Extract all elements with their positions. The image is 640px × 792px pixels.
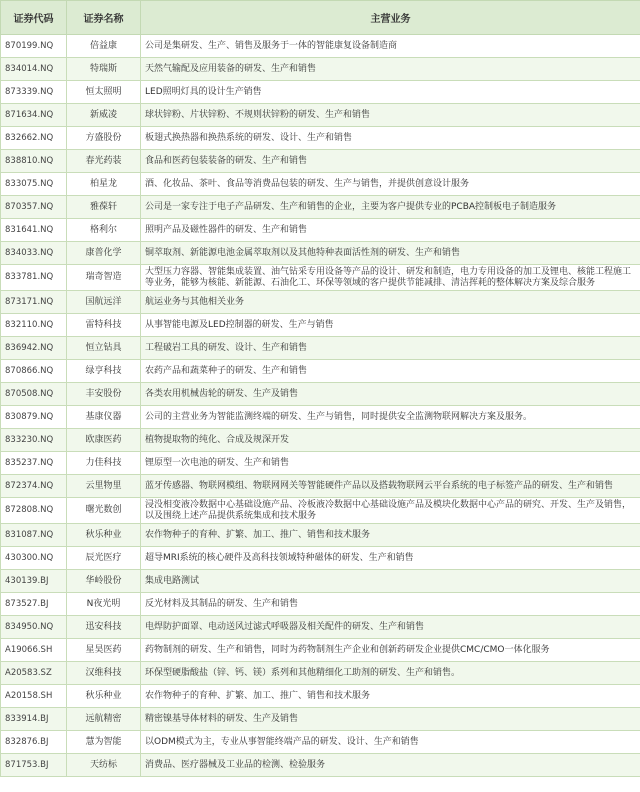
cell-code: 834033.NQ xyxy=(1,242,67,265)
cell-code: 832110.NQ xyxy=(1,314,67,337)
header-business: 主营业务 xyxy=(141,1,640,35)
cell-business: 消费品、医疗器械及工业品的检测、检验服务 xyxy=(141,754,640,777)
cell-code: 834014.NQ xyxy=(1,58,67,81)
cell-business: 药物制剂的研发、生产和销售，同时为药物制剂生产企业和创新药研发企业提供CMC/CMO一体化服务 xyxy=(141,639,640,662)
cell-business: 照明产品及磁性器件的研发、生产和销售 xyxy=(141,219,640,242)
cell-code: 870357.NQ xyxy=(1,196,67,219)
table-row xyxy=(1,150,640,173)
cell-business: 浸没相变液冷数据中心基础设施产品、冷板液冷数据中心基础设施产品及模块化数据中心产品的研究、开发、生产及销售，以及围绕上述产品提供系统集成和技术服务 xyxy=(141,498,640,524)
table-row xyxy=(1,475,640,498)
cell-code: 833075.NQ xyxy=(1,173,67,196)
cell-name: 丰安股份 xyxy=(67,383,141,406)
table-row xyxy=(1,406,640,429)
cell-code: 832662.NQ xyxy=(1,127,67,150)
table-row xyxy=(1,616,640,639)
header-code: 证券代码 xyxy=(1,1,67,35)
table-row xyxy=(1,81,640,104)
cell-name: 倍益康 xyxy=(67,35,141,58)
cell-name: 星昊医药 xyxy=(67,639,141,662)
cell-code: 831641.NQ xyxy=(1,219,67,242)
table-row xyxy=(1,639,640,662)
cell-code: 873527.BJ xyxy=(1,593,67,616)
cell-name: 华岭股份 xyxy=(67,570,141,593)
cell-code: 430139.BJ xyxy=(1,570,67,593)
cell-name: 慧为智能 xyxy=(67,731,141,754)
cell-code: 835237.NQ xyxy=(1,452,67,475)
cell-code: 870866.NQ xyxy=(1,360,67,383)
cell-business: 大型压力容器、智能集成装置、油气钻采专用设备等产品的设计、研发和制造，电力专用设备的加工及锂电、核能工程施工等业务，能够为核能、新能源、石油化工、环保等领域的客户提供节能减排、清洁挥耗的整体解决方案及综合服务 xyxy=(141,265,640,291)
cell-name: 秋乐种业 xyxy=(67,685,141,708)
table-row xyxy=(1,383,640,406)
cell-code: 871753.BJ xyxy=(1,754,67,777)
cell-name: 绿亨科技 xyxy=(67,360,141,383)
cell-business: 工程破岩工具的研发、设计、生产和销售 xyxy=(141,337,640,360)
cell-business: 电焊防护面罩、电动送风过滤式呼吸器及相关配件的研发、生产和销售 xyxy=(141,616,640,639)
cell-business: 精密镍基导体材料的研发、生产及销售 xyxy=(141,708,640,731)
table-row xyxy=(1,104,640,127)
table-row xyxy=(1,452,640,475)
cell-code: 832876.BJ xyxy=(1,731,67,754)
cell-name: 力佳科技 xyxy=(67,452,141,475)
header-row xyxy=(1,1,640,35)
cell-business: 从事智能电源及LED控制器的研发、生产与销售 xyxy=(141,314,640,337)
table-row xyxy=(1,291,640,314)
table-row xyxy=(1,498,640,524)
cell-code: 833914.BJ xyxy=(1,708,67,731)
cell-business: 板翅式换热器和换热系统的研发、设计、生产和销售 xyxy=(141,127,640,150)
table-row xyxy=(1,662,640,685)
cell-name: 康普化学 xyxy=(67,242,141,265)
cell-name: 瑞奇智造 xyxy=(67,265,141,291)
table-row xyxy=(1,360,640,383)
table-row xyxy=(1,242,640,265)
cell-name: 欧康医药 xyxy=(67,429,141,452)
table-row xyxy=(1,173,640,196)
cell-name: 新威凌 xyxy=(67,104,141,127)
cell-code: 833781.NQ xyxy=(1,265,67,291)
cell-name: 特瑞斯 xyxy=(67,58,141,81)
cell-code: 834950.NQ xyxy=(1,616,67,639)
table-row xyxy=(1,685,640,708)
cell-name: 格利尔 xyxy=(67,219,141,242)
table-row xyxy=(1,314,640,337)
cell-business: 铜萃取剂、新能源电池金属萃取剂以及其他特种表面活性剂的研发、生产和销售 xyxy=(141,242,640,265)
table-row xyxy=(1,35,640,58)
cell-business: 锂原型一次电池的研发、生产和销售 xyxy=(141,452,640,475)
table-row xyxy=(1,593,640,616)
cell-name: 国航远洋 xyxy=(67,291,141,314)
table-row xyxy=(1,58,640,81)
cell-name: 基康仪器 xyxy=(67,406,141,429)
cell-code: 870199.NQ xyxy=(1,35,67,58)
cell-name: 汉维科技 xyxy=(67,662,141,685)
header-name: 证券名称 xyxy=(67,1,141,35)
cell-business: 环保型硬脂酸盐（锌、钙、镁）系列和其他精细化工助剂的研发、生产和销售。 xyxy=(141,662,640,685)
cell-business: 农药产品和蔬菜种子的研发、生产和销售 xyxy=(141,360,640,383)
cell-business: 天然气输配及应用装备的研发、生产和销售 xyxy=(141,58,640,81)
cell-business: 蓝牙传感器、物联网模组、物联网网关等智能硬件产品以及搭载物联网云平台系统的电子标签产品的研发、生产和销售 xyxy=(141,475,640,498)
cell-name: 辰光医疗 xyxy=(67,547,141,570)
cell-name: 远航精密 xyxy=(67,708,141,731)
cell-name: 云里物里 xyxy=(67,475,141,498)
cell-name: 迅安科技 xyxy=(67,616,141,639)
cell-name: 方盛股份 xyxy=(67,127,141,150)
table-row xyxy=(1,337,640,360)
cell-name: 恒太照明 xyxy=(67,81,141,104)
cell-code: 871634.NQ xyxy=(1,104,67,127)
cell-name: 秋乐种业 xyxy=(67,524,141,547)
cell-code: 836942.NQ xyxy=(1,337,67,360)
cell-code: 833230.NQ xyxy=(1,429,67,452)
cell-code: 831087.NQ xyxy=(1,524,67,547)
cell-code: 838810.NQ xyxy=(1,150,67,173)
cell-code: 870508.NQ xyxy=(1,383,67,406)
cell-business: 食品和医药包装装备的研发、生产和销售 xyxy=(141,150,640,173)
cell-name: 曙光数创 xyxy=(67,498,141,524)
cell-name: N夜光明 xyxy=(67,593,141,616)
cell-name: 春光药装 xyxy=(67,150,141,173)
cell-business: 以ODM模式为主，专业从事智能终端产品的研发、设计、生产和销售 xyxy=(141,731,640,754)
cell-business: 超导MRI系统的核心硬件及高科技领域特种磁体的研发、生产和销售 xyxy=(141,547,640,570)
cell-name: 雷特科技 xyxy=(67,314,141,337)
cell-code: 872808.NQ xyxy=(1,498,67,524)
table-row xyxy=(1,429,640,452)
cell-business: 球状锌粉、片状锌粉、不规则状锌粉的研发、生产和销售 xyxy=(141,104,640,127)
cell-code: 873171.NQ xyxy=(1,291,67,314)
cell-business: 各类农用机械齿轮的研发、生产及销售 xyxy=(141,383,640,406)
cell-code: A20583.SZ xyxy=(1,662,67,685)
cell-code: 430300.NQ xyxy=(1,547,67,570)
cell-business: 反光材料及其制品的研发、生产和销售 xyxy=(141,593,640,616)
cell-business: 公司是集研发、生产、销售及服务于一体的智能康复设备制造商 xyxy=(141,35,640,58)
cell-code: A20158.SH xyxy=(1,685,67,708)
cell-business: 公司是一家专注于电子产品研发、生产和销售的企业，主要为客户提供专业的PCBA控制板电子制造服务 xyxy=(141,196,640,219)
cell-business: 酒、化妆品、茶叶、食品等消费品包装的研发、生产与销售，并提供创意设计服务 xyxy=(141,173,640,196)
table-row xyxy=(1,127,640,150)
cell-business: LED照明灯具的设计生产销售 xyxy=(141,81,640,104)
cell-business: 航运业务与其他相关业务 xyxy=(141,291,640,314)
table-row xyxy=(1,731,640,754)
cell-code: 872374.NQ xyxy=(1,475,67,498)
cell-business: 集成电路测试 xyxy=(141,570,640,593)
table-row xyxy=(1,219,640,242)
cell-name: 柏星龙 xyxy=(67,173,141,196)
cell-name: 恒立钻具 xyxy=(67,337,141,360)
table-row xyxy=(1,754,640,777)
table-row xyxy=(1,524,640,547)
cell-business: 农作物种子的育种、扩繁、加工、推广、销售和技术服务 xyxy=(141,524,640,547)
table-row xyxy=(1,547,640,570)
table-row xyxy=(1,708,640,731)
cell-code: A19066.SH xyxy=(1,639,67,662)
table-row xyxy=(1,265,640,291)
cell-business: 农作物种子的育种、扩繁、加工、推广、销售和技术服务 xyxy=(141,685,640,708)
cell-code: 873339.NQ xyxy=(1,81,67,104)
cell-name: 雅葆轩 xyxy=(67,196,141,219)
cell-business: 植物提取物的纯化、合成及规深开发 xyxy=(141,429,640,452)
cell-code: 830879.NQ xyxy=(1,406,67,429)
table-row xyxy=(1,570,640,593)
cell-name: 天纺标 xyxy=(67,754,141,777)
table-body xyxy=(1,35,640,777)
cell-business: 公司的主营业务为智能监测终端的研发、生产与销售，同时提供安全监测物联网解决方案及服务。 xyxy=(141,406,640,429)
table-row xyxy=(1,196,640,219)
